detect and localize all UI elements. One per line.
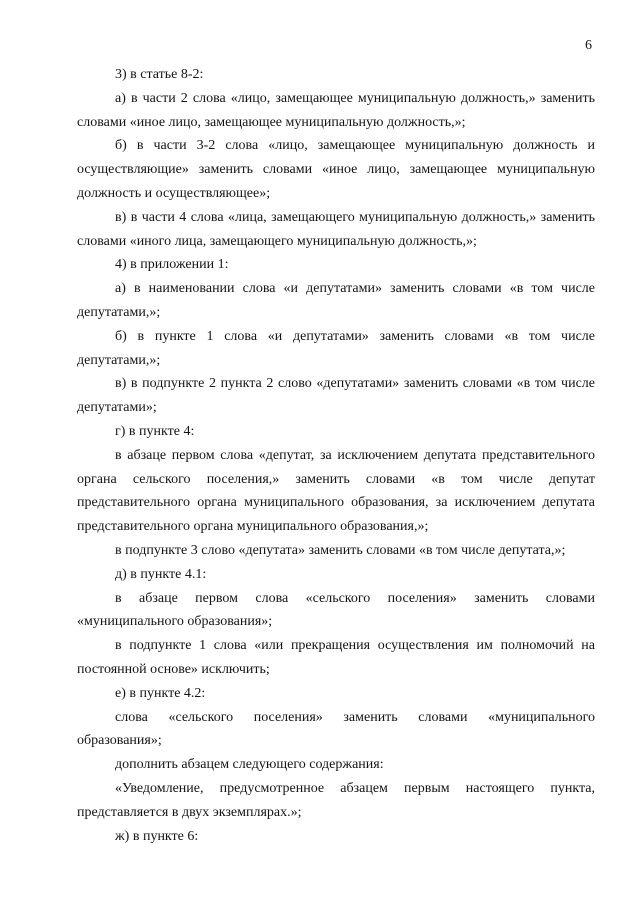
paragraph-notification-quote: «Уведомление, предусмотренное абзацем первым настоящего пункта, представляется в двух экземплярах.»; [77,780,595,820]
paragraph-appendix-1: 4) в приложении 1: [115,257,229,273]
document-body [77,63,595,848]
paragraph-g-point-4: г) в пункте 4: [115,423,195,439]
paragraph-point-4-subpoint-3: в подпункте 3 слово «депутата» заменить словами «в том числе депутата,»; [115,542,566,558]
paragraph-zh-point-6: ж) в пункте 6: [115,828,199,844]
paragraph-b-point-1: б) в пункте 1 слова «и депутатами» заменить словами «в том числе депутатами,»; [77,328,595,368]
paragraph-a-part-2: а) в части 2 слова «лицо, замещающее муниципальную должность,» заменить словами «иное лицо, замещающее муниципальную должность,»; [77,90,595,130]
paragraph-point-4-2-words: слова «сельского поселения» заменить словами «муниципального образования»; [77,709,595,749]
paragraph-article-8-2: 3) в статье 8-2: [115,67,204,82]
paragraph-a-title: а) в наименовании слова «и депутатами» заменить словами «в том числе депутатами,»; [77,281,595,320]
paragraph-v-part-4: в) в части 4 слова «лица, замещающего муниципальную должность,» заменить словами «иного лица, замещающего муниципальную должность,»; [77,209,595,249]
page-number: 6 [585,38,592,53]
paragraph-b-part-3-2: б) в части 3-2 слова «лицо, замещающее муниципальную должность и осуществляющие» заменить словами «иное лицо, замещающее муниципальную должность и осуществляющее»; [77,138,595,201]
paragraph-add-abzac: дополнить абзацем следующего содержания: [115,757,384,773]
paragraph-d-point-4-1: д) в пункте 4.1: [115,566,207,582]
paragraph-e-point-4-2: е) в пункте 4.2: [115,685,206,701]
paragraph-point-4-1-subpoint-1: в подпункте 1 слова «или прекращения осуществления им полномочий на постоянной основе» исключить; [77,638,595,677]
paragraph-point-4-first-abzac: в абзаце первом слова «депутат, за исключением депутата представительного органа сельского поселения,» заменить словами «в том числе депутат представительного органа муниципального образования, за исключением депутата представительного органа муниципального образования,»; [77,447,595,535]
paragraph-v-subpoint-2: в) в подпункте 2 пункта 2 слово «депутатами» заменить словами «в том числе депутатами»; [77,376,595,416]
paragraph-point-4-1-first-abzac: в абзаце первом слова «сельского поселения» заменить словами «муниципального образования»; [77,590,595,630]
